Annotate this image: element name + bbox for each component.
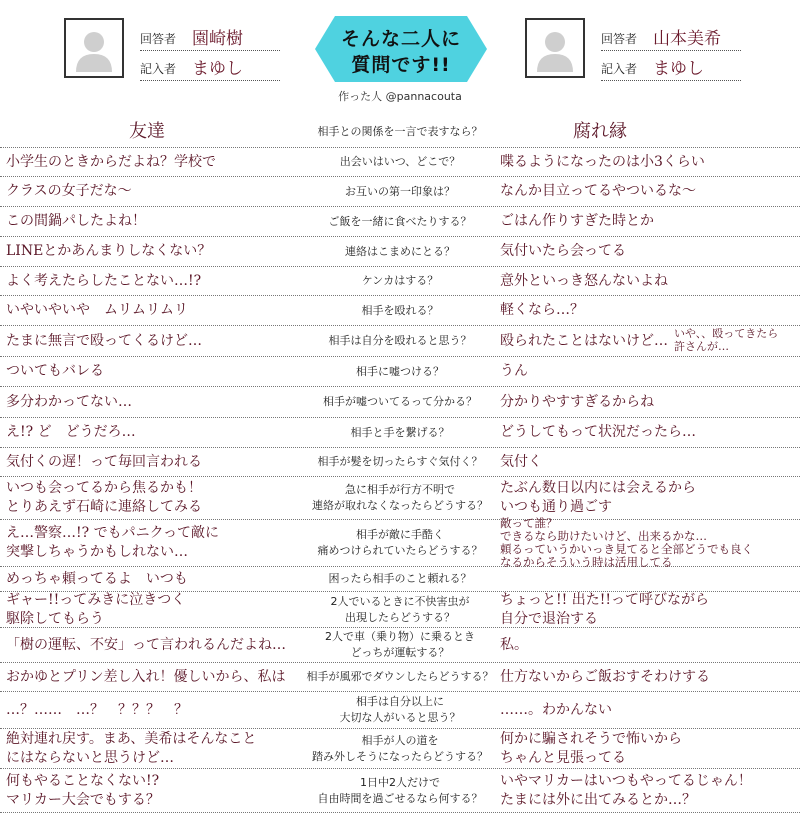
question-line: 出会いはいつ、どこで？ <box>339 155 461 169</box>
answer-right <box>500 387 796 417</box>
answer-right <box>500 729 796 768</box>
side-note-line: 許さんが… <box>674 340 729 353</box>
qa-row <box>0 567 800 592</box>
user-placeholder-icon <box>527 20 583 76</box>
question-line: 相手は自分以上に <box>356 695 444 709</box>
answer-left <box>6 326 288 356</box>
respondent-name: 園崎樹 <box>192 29 243 49</box>
question-line: ケンカはする？ <box>361 274 439 288</box>
qa-row <box>0 117 800 148</box>
qa-row <box>0 177 800 207</box>
qa-row <box>0 628 800 663</box>
answer-right <box>500 628 796 662</box>
respondent-label: 回答者 <box>601 32 638 46</box>
answer-text: にはならないと思うけど… <box>6 749 174 766</box>
answer-left <box>6 267 288 295</box>
answer-left <box>6 692 288 728</box>
answer-left <box>6 148 288 176</box>
respondent-card-right <box>525 18 740 86</box>
question-line: 相手との関係を一言で表すなら？ <box>317 125 483 139</box>
qa-row <box>0 296 800 326</box>
answer-text: ちゃんと見張ってる <box>500 749 626 766</box>
respondent-name: 山本美希 <box>653 29 721 49</box>
question-line: 相手が風邪でダウンしたらどうする？ <box>306 670 494 684</box>
answer-left <box>6 769 288 812</box>
qa-row <box>0 148 800 177</box>
answer-text: 頼るっていうかいっき見てると全部どうでも良く <box>500 542 753 556</box>
answer-text: 殴られたことはないけど… <box>500 332 668 349</box>
banner-title-line2: 質問です!! <box>351 54 451 76</box>
answer-text: 気付くの遅！って毎回言われる <box>6 453 202 470</box>
answer-text: 「樹の運転、不安」って言われるんだよね… <box>6 636 286 653</box>
qa-row <box>0 237 800 267</box>
answer-right <box>500 418 796 447</box>
writer-name: まゆし <box>192 59 243 79</box>
writer-row <box>601 54 741 81</box>
answer-right <box>500 448 796 476</box>
qa-row <box>0 326 800 357</box>
question-text <box>290 267 510 295</box>
question-text <box>290 663 510 691</box>
question-line: 2人でいるときに不快害虫が <box>330 594 470 608</box>
answer-left <box>6 729 288 768</box>
question-text <box>290 592 510 627</box>
answer-text: え…警察…!? でもパニクって敵に <box>6 525 220 542</box>
answer-right <box>500 769 796 812</box>
answer-left <box>6 357 288 386</box>
respondent-label: 回答者 <box>140 32 177 46</box>
question-text <box>290 477 510 519</box>
qa-row <box>0 357 800 387</box>
title-banner <box>315 14 487 84</box>
question-line: 相手は自分を殴れると思う？ <box>328 334 472 348</box>
answer-right <box>500 267 796 295</box>
answer-left <box>6 117 288 147</box>
answer-text: 敵って誰？ <box>500 515 558 530</box>
question-text <box>290 207 510 236</box>
qa-row <box>0 418 800 448</box>
answer-text: いつも会ってるから焦るかも！ <box>6 480 202 497</box>
question-line: どっちが運転する？ <box>350 646 450 659</box>
side-note-line: いや、、殴ってきたら <box>674 327 779 341</box>
respondent-row <box>601 24 741 51</box>
question-text <box>290 692 510 728</box>
banner-title-line1: そんな二人に <box>340 28 461 50</box>
question-line: 相手と手を繋げる？ <box>350 425 450 439</box>
writer-row <box>140 54 280 81</box>
question-text <box>290 148 510 176</box>
answer-text: この間鍋パしたよね！ <box>6 213 146 230</box>
answer-right <box>500 148 796 176</box>
answer-right <box>500 692 796 728</box>
qa-row <box>0 663 800 692</box>
answer-text: ちょっと!! 出た!!って呼びながら <box>500 591 709 608</box>
answer-left <box>6 628 288 662</box>
answer-text: 小学生のときからだよね？学校で <box>6 153 216 170</box>
qa-row <box>0 729 800 769</box>
answer-right <box>500 326 796 356</box>
writer-label: 記入者 <box>140 62 177 76</box>
question-text <box>290 357 510 386</box>
respondent-row <box>140 24 280 51</box>
question-line: 困ったら相手のこと頼れる？ <box>328 572 472 586</box>
qa-row <box>0 592 800 628</box>
question-line: 相手に嘘つける？ <box>356 364 444 378</box>
answer-right <box>500 117 700 147</box>
question-line: ご飯を一緒に食べたりする？ <box>328 214 472 228</box>
question-line: 痛めつけられていたらどうする？ <box>317 544 483 557</box>
answer-right <box>500 207 796 236</box>
answer-text: ごはん作りすぎた時とか <box>500 213 654 230</box>
answer-text: 意外といっき怒んないよね <box>500 272 668 289</box>
qa-row <box>0 387 800 418</box>
writer-label: 記入者 <box>601 62 638 76</box>
answer-text: 喋るようになったのは小3くらい <box>500 153 705 170</box>
question-line: 連絡はこまめにとる？ <box>345 244 455 258</box>
answer-left <box>6 663 288 691</box>
answer-text: クラスの女子だな〜 <box>6 183 132 200</box>
answer-left <box>6 477 288 519</box>
qa-row <box>0 769 800 813</box>
answer-right <box>500 477 796 519</box>
answer-text: 何かに騙されそうで怖いから <box>500 730 682 747</box>
answer-text: 仕方ないからご飯おすそわけする <box>500 668 710 685</box>
answer-text: 気付く <box>500 453 542 470</box>
answer-text: できるなら助けたいけど、出来るかな… <box>500 528 707 543</box>
answer-right <box>500 592 796 627</box>
answer-left <box>6 237 288 266</box>
avatar <box>525 18 585 78</box>
answer-right <box>500 357 796 386</box>
question-line: 1日中2人だけで <box>360 775 440 789</box>
question-text <box>290 387 510 417</box>
question-line: 相手が敵に手酷く <box>356 528 444 542</box>
answer-text: …？…… …？ ？？？ ？ <box>6 701 188 718</box>
answer-right <box>500 177 796 206</box>
question-line: 連絡が取れなくなったらどうする？ <box>312 499 488 512</box>
answer-left <box>6 387 288 417</box>
answer-left <box>6 592 288 627</box>
answer-right <box>500 567 796 591</box>
answer-left <box>6 448 288 476</box>
answer-text: 友達 <box>129 120 165 142</box>
respondent-card-left <box>64 18 279 86</box>
answer-text: いやいやいや ムリムリムリ <box>6 302 188 319</box>
answer-text: 絶対連れ戻す。まあ、美希はそんなこと <box>6 730 257 747</box>
answer-left <box>6 418 288 447</box>
avatar <box>64 18 124 78</box>
question-text <box>290 628 510 662</box>
answer-text: 自分で退治する <box>500 610 598 627</box>
answer-right <box>500 663 796 691</box>
question-text <box>290 237 510 266</box>
answer-text: いやマリカーはいつもやってるじゃん！ <box>500 772 752 789</box>
answer-text: 私。 <box>500 636 528 653</box>
question-line: 相手が嘘ついてるって分かる？ <box>323 395 477 409</box>
answer-right <box>500 515 796 570</box>
answer-left <box>6 520 288 566</box>
question-line: 相手が髪を切ったらすぐ気付く？ <box>317 455 483 469</box>
qa-row <box>0 477 800 520</box>
question-text <box>290 296 510 325</box>
answer-text: いつも通り過ごす <box>500 499 612 515</box>
question-text <box>290 567 510 591</box>
answer-text: マリカー大会でもする？ <box>6 791 160 808</box>
question-line: 相手を殴れる？ <box>361 303 439 317</box>
answer-text: ギャー!!ってみきに泣きつく <box>6 591 186 608</box>
answer-text: 何もやることなくない!? <box>6 772 160 789</box>
question-text <box>290 448 510 476</box>
answer-text: たまには外に出てみるとか…？ <box>500 791 696 808</box>
answer-text: 分かりやすすぎるからね <box>500 393 655 410</box>
answer-left <box>6 567 288 591</box>
question-line: 自由時間を過ごせるなら何する？ <box>317 791 483 805</box>
answer-text: ……。わかんない <box>500 701 612 718</box>
question-text <box>290 326 510 356</box>
qa-row <box>0 515 800 570</box>
answer-text: LINEとかあんまりしなくない？ <box>6 243 212 260</box>
writer-name: まゆし <box>653 59 704 79</box>
question-line: 2人で車（乗り物）に乗るとき <box>325 630 475 644</box>
question-line: 相手が人の道を <box>361 733 439 747</box>
qa-table <box>0 117 800 813</box>
answer-left <box>6 207 288 236</box>
answer-left <box>6 177 288 206</box>
question-text <box>290 177 510 206</box>
answer-text: よく考えたらしたことない…!? <box>6 272 202 289</box>
answer-text: たぶん数日以内には会えるから <box>500 480 696 497</box>
question-text <box>290 520 510 566</box>
answer-text: え!? ど どうだろ… <box>6 424 136 441</box>
answer-text: たまに無言で殴ってくるけど… <box>6 332 202 349</box>
answer-text: 駆除してもらう <box>6 610 104 627</box>
question-text <box>290 117 510 147</box>
question-text <box>290 418 510 447</box>
answer-with-note <box>500 328 796 353</box>
question-line: 大切な人がいると思う？ <box>339 711 461 724</box>
author-credit: 作った人 @pannacouta <box>338 90 462 103</box>
answer-text: なんか目立ってるやついるな〜 <box>500 183 696 200</box>
answer-text: どうしてもって状況だったら… <box>500 424 696 441</box>
answer-text: なるからそういう時は活用してる <box>500 555 673 570</box>
question-text <box>290 729 510 768</box>
qa-row <box>0 267 800 296</box>
question-line: 出現したらどうする？ <box>345 610 455 624</box>
user-placeholder-icon <box>66 20 122 76</box>
answer-text: ついてもバレる <box>6 363 104 380</box>
qa-row <box>0 448 800 477</box>
answer-text: おかゆとプリン差し入れ！優しいから、私は <box>6 668 286 685</box>
answer-right <box>500 237 796 266</box>
answer-text: とりあえず石崎に連絡してみる <box>6 499 202 515</box>
answer-text: 軽くなら…？ <box>500 302 584 319</box>
answer-left <box>6 296 288 325</box>
answer-text: 気付いたら会ってる <box>500 243 626 260</box>
answer-text: 突撃しちゃうかもしれない… <box>6 544 188 560</box>
qa-row <box>0 207 800 237</box>
question-line: お互いの第一印象は？ <box>345 184 455 198</box>
question-text <box>290 769 510 812</box>
answer-text: めっちゃ頼ってるよ いつも <box>6 570 188 587</box>
qa-row <box>0 692 800 729</box>
question-line: 踏み外しそうになったらどうする？ <box>312 749 488 763</box>
answer-text: うん <box>500 363 528 380</box>
answer-text: 多分わかってない… <box>6 393 132 410</box>
answer-text: 腐れ縁 <box>573 120 627 142</box>
answer-side-note <box>674 328 778 353</box>
question-line: 急に相手が行方不明で <box>345 483 455 497</box>
answer-right <box>500 296 796 325</box>
